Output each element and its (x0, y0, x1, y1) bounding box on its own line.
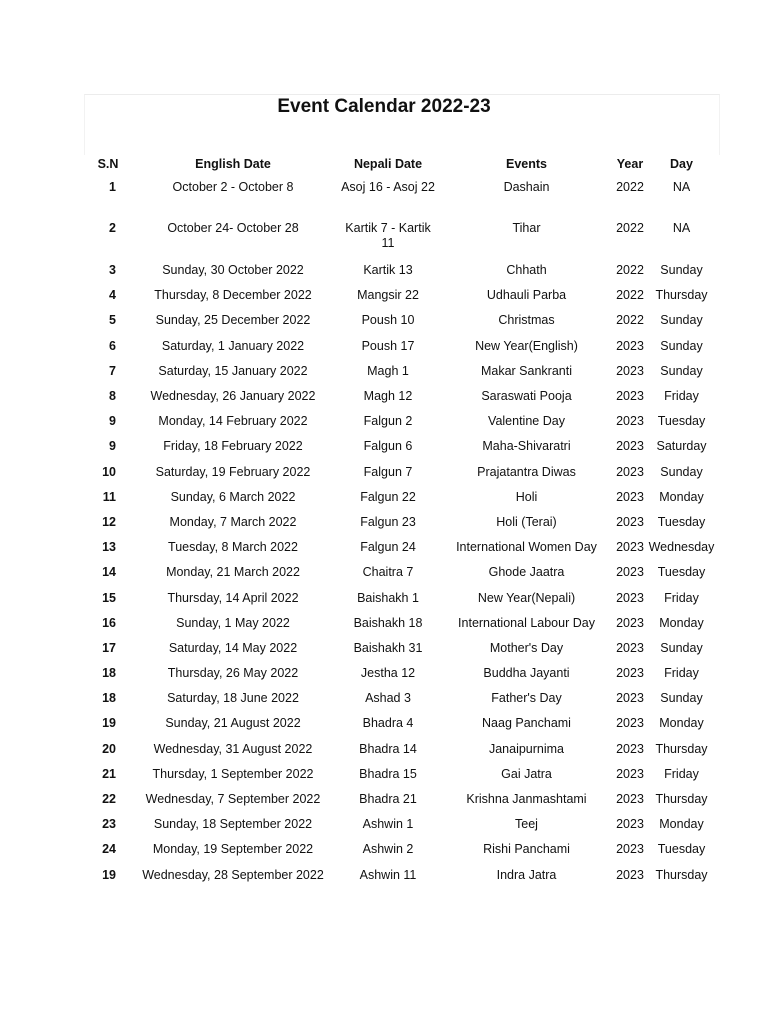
cell-event: Ghode Jaatra (488, 565, 565, 580)
cell-sn: 19 (102, 716, 116, 731)
cell-year: 2023 (616, 464, 644, 479)
cell-event: International Women Day (456, 540, 597, 555)
table-row (88, 409, 718, 434)
cell-year: 2023 (616, 489, 644, 504)
cell-sn: 15 (102, 590, 116, 605)
cell-nepali-date: Poush 10 (361, 313, 415, 328)
cell-day: Friday (664, 666, 699, 681)
cell-nepali-date: Falgun 22 (360, 489, 416, 504)
cell-sn: 19 (102, 867, 116, 882)
table-row (88, 711, 718, 736)
cell-year: 2023 (616, 414, 644, 429)
header-row (88, 151, 718, 176)
cell-english-date: Saturday, 1 January 2022 (161, 338, 305, 353)
header-english-date: English Date (195, 156, 271, 171)
cell-event: Janaipurnima (488, 741, 565, 756)
table-row (88, 560, 718, 585)
cell-event: Valentine Day (488, 414, 565, 429)
table-row (88, 762, 718, 787)
cell-english-date: Sunday, 6 March 2022 (170, 489, 296, 504)
table-row (88, 359, 718, 384)
header-events: Events (506, 156, 547, 171)
cell-nepali-date: Bhadra 14 (359, 741, 417, 756)
cell-english-date: Monday, 7 March 2022 (169, 514, 297, 529)
cell-year: 2023 (616, 792, 644, 807)
cell-day: Friday (664, 389, 699, 404)
table-row (88, 863, 718, 888)
cell-english-date: Wednesday, 7 September 2022 (145, 792, 321, 807)
cell-year: 2023 (616, 590, 644, 605)
cell-year: 2023 (616, 666, 644, 681)
cell-sn: 17 (102, 640, 116, 655)
header-year: Year (616, 156, 644, 171)
cell-year: 2023 (616, 640, 644, 655)
cell-english-date: Monday, 21 March 2022 (166, 565, 300, 580)
cell-nepali-date: Bhadra 15 (359, 766, 417, 781)
cell-day: Sunday (660, 338, 703, 353)
cell-nepali-date: Kartik 13 (363, 263, 413, 278)
cell-sn: 21 (102, 766, 116, 781)
table-row (88, 283, 718, 308)
cell-sn: 5 (109, 313, 116, 328)
cell-year: 2023 (616, 514, 644, 529)
cell-sn: 14 (102, 565, 116, 580)
table-row (88, 308, 718, 333)
cell-event: Makar Sankranti (480, 363, 572, 378)
cell-nepali-date: Mangsir 22 (357, 288, 419, 303)
cell-year: 2022 (616, 313, 644, 328)
cell-day: Sunday (660, 263, 703, 278)
cell-english-date: Sunday, 18 September 2022 (153, 817, 313, 832)
cell-english-date: Sunday, 30 October 2022 (162, 263, 304, 278)
cell-event: Buddha Jayanti (483, 666, 570, 681)
cell-english-date: Sunday, 21 August 2022 (165, 716, 301, 731)
cell-year: 2023 (616, 817, 644, 832)
cell-english-date: October 24- October 28 (167, 221, 299, 235)
cell-english-date: October 2 - October 8 (172, 180, 294, 194)
cell-nepali-date: Magh 1 (367, 363, 409, 378)
cell-english-date: Saturday, 18 June 2022 (167, 691, 299, 706)
cell-day: Sunday (660, 363, 703, 378)
cell-english-date: Saturday, 14 May 2022 (168, 640, 298, 655)
cell-year: 2022 (616, 263, 644, 278)
header-day: Day (670, 156, 693, 171)
cell-event: Naag Panchami (482, 716, 571, 731)
table-row (88, 217, 718, 258)
table-row (88, 510, 718, 535)
cell-sn: 18 (102, 691, 116, 706)
table-row (88, 434, 718, 459)
cell-event: Teej (515, 817, 538, 832)
cell-year: 2023 (616, 741, 644, 756)
cell-day: Sunday (660, 464, 703, 479)
cell-sn: 8 (109, 389, 116, 404)
cell-event: Rishi Panchami (483, 842, 570, 857)
cell-event: Chhath (506, 263, 547, 278)
cell-sn: 23 (102, 817, 116, 832)
cell-day: NA (672, 221, 691, 235)
cell-english-date: Sunday, 1 May 2022 (176, 615, 290, 630)
event-table (88, 151, 718, 888)
cell-nepali-date: Falgun 2 (363, 414, 413, 429)
table-row (88, 334, 718, 359)
cell-sn: 12 (102, 514, 116, 529)
table-row (88, 737, 718, 762)
cell-nepali-date: Bhadra 21 (359, 792, 417, 807)
table-row (88, 585, 718, 610)
cell-day: Monday (659, 716, 704, 731)
cell-day: Thursday (655, 867, 708, 882)
cell-english-date: Thursday, 8 December 2022 (154, 288, 312, 303)
cell-nepali-date: Falgun 23 (360, 514, 416, 529)
cell-event: Prajatantra Diwas (477, 464, 576, 479)
table-row (88, 837, 718, 862)
page-title: Event Calendar 2022-23 (277, 96, 491, 117)
cell-day: Friday (664, 590, 699, 605)
cell-event: New Year(Nepali) (477, 590, 576, 605)
cell-english-date: Wednesday, 28 September 2022 (142, 867, 324, 882)
cell-day: NA (672, 180, 691, 194)
cell-event: International Labour Day (458, 615, 595, 630)
cell-day: Monday (659, 817, 704, 832)
cell-event: Holi (Terai) (496, 514, 557, 529)
table-row (88, 384, 718, 409)
cell-year: 2023 (616, 615, 644, 630)
header-sn: S.N (97, 156, 119, 171)
table-row (88, 812, 718, 837)
cell-sn: 13 (102, 540, 116, 555)
cell-event: Father's Day (491, 691, 562, 706)
cell-sn: 11 (102, 489, 116, 504)
cell-sn: 1 (109, 180, 116, 194)
cell-nepali-date: Baishakh 31 (353, 640, 423, 655)
cell-day: Wednesday (648, 540, 715, 555)
table-row (88, 636, 718, 661)
table-row (88, 611, 718, 636)
table-row (88, 485, 718, 510)
cell-sn: 22 (102, 792, 116, 807)
cell-year: 2023 (616, 867, 644, 882)
cell-nepali-date: Ashwin 11 (359, 867, 417, 882)
table-row (88, 535, 718, 560)
table-row (88, 686, 718, 711)
cell-event: Christmas (498, 313, 555, 328)
cell-year: 2023 (616, 766, 644, 781)
cell-sn: 9 (109, 414, 116, 429)
cell-day: Tuesday (657, 842, 706, 857)
cell-english-date: Sunday, 25 December 2022 (155, 313, 311, 328)
cell-english-date: Wednesday, 26 January 2022 (150, 389, 316, 404)
cell-nepali-date: Poush 17 (361, 338, 415, 353)
cell-sn: 9 (109, 439, 116, 454)
table-body (88, 176, 718, 888)
cell-english-date: Thursday, 26 May 2022 (167, 666, 299, 681)
cell-sn: 10 (102, 464, 116, 479)
cell-year: 2023 (616, 691, 644, 706)
cell-year: 2023 (616, 338, 644, 353)
cell-nepali-date: Asoj 16 - Asoj 22 (341, 180, 435, 194)
cell-day: Sunday (660, 313, 703, 328)
cell-event: Mother's Day (489, 640, 564, 655)
table-header (88, 151, 718, 176)
cell-day: Sunday (660, 691, 703, 706)
cell-year: 2022 (616, 288, 644, 303)
table-row (88, 787, 718, 812)
cell-day: Sunday (660, 640, 703, 655)
cell-day: Thursday (655, 288, 708, 303)
cell-event: New Year(English) (475, 338, 578, 353)
cell-sn: 3 (109, 263, 116, 278)
cell-event: Holi (515, 489, 538, 504)
cell-year: 2022 (616, 221, 644, 235)
cell-english-date: Tuesday, 8 March 2022 (168, 540, 298, 555)
table-row (88, 661, 718, 686)
table-row (88, 460, 718, 485)
cell-sn: 4 (109, 288, 116, 303)
cell-event: Udhauli Parba (486, 288, 567, 303)
cell-sn: 7 (109, 363, 116, 378)
cell-year: 2023 (616, 565, 644, 580)
cell-sn: 6 (109, 338, 116, 353)
cell-english-date: Friday, 18 February 2022 (163, 439, 303, 454)
cell-event: Saraswati Pooja (481, 389, 572, 404)
cell-nepali-date: Baishakh 18 (353, 615, 423, 630)
cell-nepali-date: Jestha 12 (360, 666, 416, 681)
cell-event: Dashain (503, 180, 550, 194)
cell-year: 2023 (616, 716, 644, 731)
cell-event: Indra Jatra (496, 867, 557, 882)
cell-nepali-date: Falgun 24 (360, 540, 416, 555)
cell-day: Thursday (655, 741, 708, 756)
cell-sn: 24 (102, 842, 116, 857)
cell-year: 2023 (616, 842, 644, 857)
cell-nepali-date: Bhadra 4 (362, 716, 414, 731)
cell-nepali-date: Baishakh 1 (357, 590, 419, 605)
cell-sn: 2 (109, 221, 116, 235)
cell-day: Tuesday (657, 565, 706, 580)
cell-english-date: Monday, 14 February 2022 (158, 414, 308, 429)
cell-nepali-date: Chaitra 7 (362, 565, 414, 580)
cell-day: Tuesday (657, 414, 706, 429)
cell-year: 2023 (616, 540, 644, 555)
cell-sn: 16 (102, 615, 116, 630)
cell-event: Tihar (512, 221, 541, 235)
cell-nepali-date: Ashwin 2 (362, 842, 414, 857)
cell-event: Gai Jatra (501, 766, 552, 781)
cell-day: Monday (659, 615, 704, 630)
cell-nepali-date: Ashwin 1 (362, 817, 414, 832)
cell-nepali-date: Magh 12 (363, 389, 413, 404)
cell-year: 2022 (616, 180, 644, 194)
cell-english-date: Thursday, 1 September 2022 (152, 766, 314, 781)
cell-sn: 18 (102, 666, 116, 681)
cell-day: Tuesday (657, 514, 706, 529)
cell-event: Maha-Shivaratri (482, 439, 571, 454)
cell-day: Thursday (655, 792, 708, 807)
cell-day: Monday (659, 489, 704, 504)
cell-year: 2023 (616, 363, 644, 378)
cell-day: Saturday (656, 439, 707, 454)
cell-nepali-date: Falgun 6 (363, 439, 413, 454)
header-nepali-date: Nepali Date (353, 156, 423, 171)
cell-year: 2023 (616, 439, 644, 454)
cell-sn: 20 (102, 741, 116, 756)
cell-nepali-date: Kartik 7 - Kartik 11 (345, 221, 431, 250)
cell-english-date: Monday, 19 September 2022 (152, 842, 314, 857)
cell-english-date: Saturday, 15 January 2022 (158, 363, 308, 378)
cell-event: Krishna Janmashtami (466, 792, 587, 807)
cell-day: Friday (664, 766, 699, 781)
table-row (88, 176, 718, 217)
cell-nepali-date: Falgun 7 (363, 464, 413, 479)
cell-nepali-date: Ashad 3 (365, 691, 411, 706)
cell-english-date: Saturday, 19 February 2022 (155, 464, 311, 479)
table-row (88, 258, 718, 283)
cell-year: 2023 (616, 389, 644, 404)
cell-english-date: Thursday, 14 April 2022 (167, 590, 299, 605)
cell-english-date: Wednesday, 31 August 2022 (153, 741, 313, 756)
